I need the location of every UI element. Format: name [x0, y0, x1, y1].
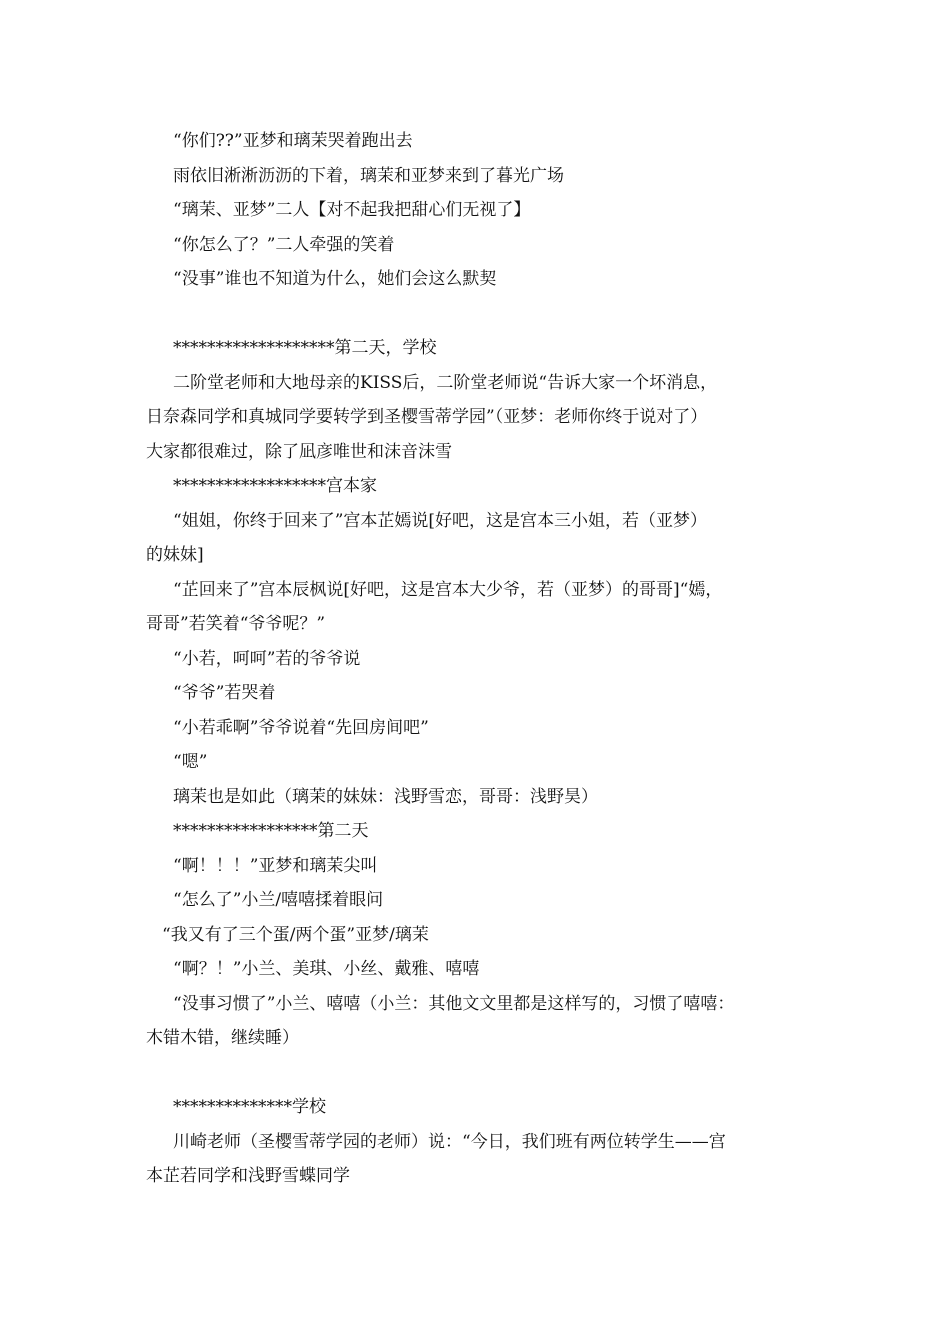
text-line: “璃茉、亚梦”二人【对不起我把甜心们无视了】	[173, 200, 531, 220]
text-line: 的妹妹]	[146, 545, 204, 565]
text-line: 璃茉也是如此（璃茉的妹妹：浅野雪恋，哥哥：浅野昊）	[173, 786, 598, 807]
text-line: 本芷若同学和浅野雪蝶同学	[146, 1166, 350, 1186]
text-line: “你怎么了？”二人牵强的笑着	[173, 234, 395, 255]
text-line: 二阶堂老师和大地母亲的KISS后，二阶堂老师说“告诉大家一个坏消息，	[173, 372, 718, 393]
text-line: “姐姐，你终于回来了”宫本芷嫣说[好吧，这是宫本三小姐，若（亚梦）	[173, 510, 708, 531]
document-body	[146, 124, 826, 1194]
section-heading: ******************宫本家	[173, 476, 377, 496]
text-line: 大家都很难过，除了凪彦唯世和沫音沫雪	[146, 441, 452, 462]
section-heading: *****************第二天	[173, 821, 369, 841]
blank-line	[146, 1056, 826, 1091]
text-line: “小若乖啊”爷爷说着“先回房间吧”	[173, 717, 429, 738]
blank-line	[146, 297, 826, 332]
text-line: “我又有了三个蛋/两个蛋”亚梦/璃茉	[162, 924, 429, 945]
text-line: “嗯”	[173, 752, 208, 772]
text-line: 木错木错，继续睡）	[146, 1028, 299, 1048]
text-line: “没事”谁也不知道为什么，她们会这么默契	[173, 269, 497, 289]
text-line: 川崎老师（圣樱雪蒂学园的老师）说：“今日，我们班有两位转学生——宫	[173, 1131, 726, 1152]
text-line: “小若，呵呵”若的爷爷说	[173, 648, 361, 669]
text-line: “没事习惯了”小兰、嘻嘻（小兰：其他文文里都是这样写的，习惯了嘻嘻：	[173, 993, 735, 1014]
text-line: 雨依旧淅淅沥沥的下着，璃茉和亚梦来到了暮光广场	[173, 165, 564, 186]
section-heading: *******************第二天，学校	[173, 338, 437, 358]
text-line: “芷回来了”宫本辰枫说[好吧，这是宫本大少爷，若（亚梦）的哥哥]“嫣，	[173, 579, 723, 600]
text-line: 哥哥”若笑着“爷爷呢？”	[146, 614, 326, 634]
section-heading: **************学校	[173, 1097, 326, 1117]
text-line: “爷爷”若哭着	[173, 683, 276, 703]
text-line: “你们??”亚梦和璃茉哭着跑出去	[173, 131, 413, 151]
text-line: “怎么了”小兰/嘻嘻揉着眼问	[173, 890, 384, 910]
text-line: 日奈森同学和真城同学要转学到圣樱雪蒂学园”（亚梦：老师你终于说对了）	[146, 407, 708, 427]
text-line: “啊？！”小兰、美琪、小丝、戴雅、嘻嘻	[173, 959, 480, 979]
text-line: “啊！！！”亚梦和璃茉尖叫	[173, 855, 378, 876]
